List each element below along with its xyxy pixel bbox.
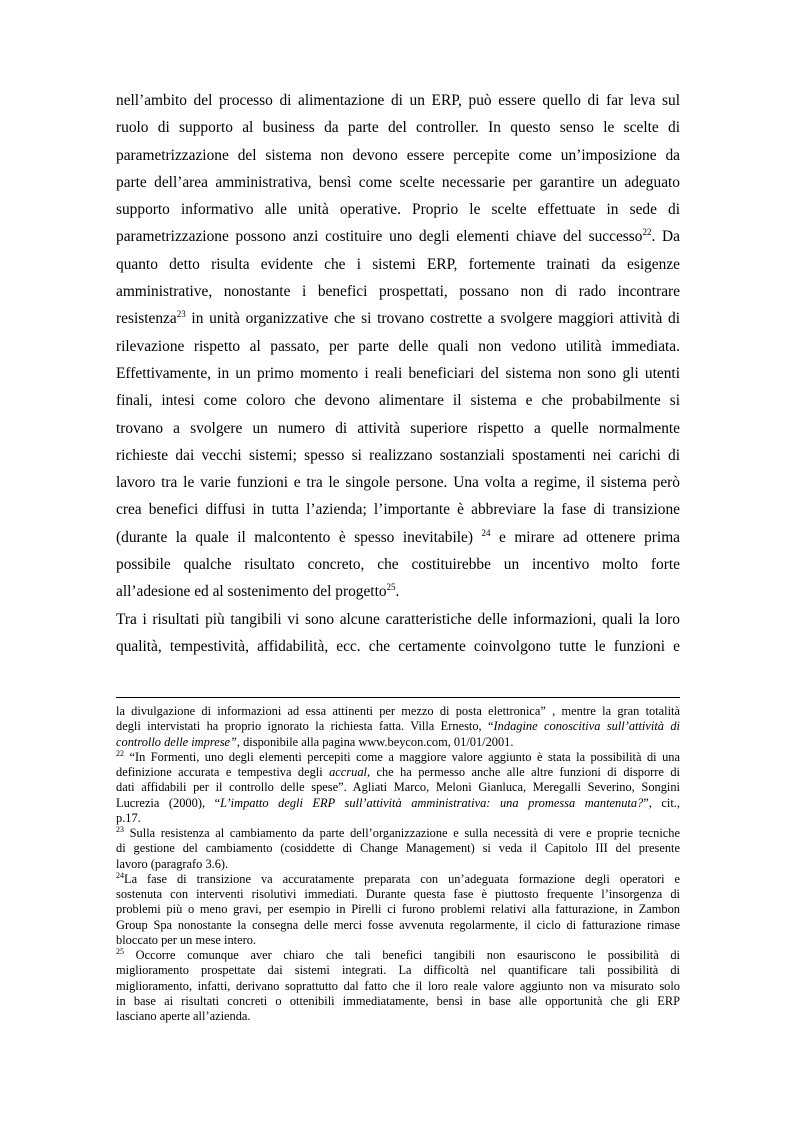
body-text <box>116 87 680 660</box>
body-line: crea benefici diffusi in tutta l’azienda; l’importante è abbreviare la fase di transizione <box>116 501 680 519</box>
footnote-text: ”, cit., <box>643 795 681 810</box>
footnote-italic: L’impatto degli ERP sull’attività amministrativa: una promessa mantenuta? <box>220 795 644 810</box>
body-line-text: all’adesione ed al sostenimento del progetto <box>116 583 387 601</box>
footnote-22 <box>116 750 680 765</box>
body-line: richieste dai vecchi sistemi; spesso si realizzano sostanziali spostamenti nei carichi di <box>116 446 680 464</box>
footnotes <box>116 704 680 1024</box>
footnote-ref-23: 23 <box>176 309 186 320</box>
body-line: Effettivamente, in un primo momento i reali beneficiari del sistema non sono gli utenti <box>116 364 680 382</box>
footnote-line: lasciano aperte all’azienda. <box>116 1009 251 1023</box>
body-line: qualità, tempestività, affidabilità, ecc. che certamente coinvolgono tutte le funzioni e <box>116 637 680 655</box>
footnote-line <box>116 796 680 811</box>
body-line: quanto detto risulta evidente che i sistemi ERP, fortemente trainati da esigenze <box>116 255 680 273</box>
footnote-italic: controllo delle imprese”, <box>116 734 241 749</box>
body-line: rilevazione rispetto al passato, per parte delle quali non vedono utilità immediata. <box>116 337 680 355</box>
footnote-number: 25 <box>116 947 124 956</box>
footnote-25 <box>116 948 680 963</box>
body-line <box>116 223 680 250</box>
footnote-text: che ha permesso anche alle altre funzioni di disporre di <box>370 765 681 779</box>
footnote-italic: Indagine conoscitiva sull’attività di <box>493 719 680 734</box>
body-line: parametrizzazione del sistema non devono essere percepite come un’imposizione da <box>116 146 680 164</box>
footnote-line: dati affidabili per il controllo delle spese”. Agliati Marco, Meloni Gianluca, Meregalli Severino, Songini <box>116 780 680 795</box>
body-line-text: . <box>395 583 400 601</box>
footnote-line <box>116 719 680 734</box>
body-line-text: in unità organizzative che si trovano costrette a svolgere maggiori attività di <box>185 310 680 328</box>
footnote-line: miglioramento, infatti, derivano soprattutto dal fatto che il loro reale valore aggiunto non va misurato solo <box>116 978 680 993</box>
footnote-line: Group Spa nonostante la consegna delle merci fosse avvenuta regolarmente, il ciclo di fatturazione rimase <box>116 917 680 932</box>
body-line: supporto informativo alle unità operative. Proprio le scelte effettuate in sede di <box>116 201 680 219</box>
footnote-line <box>116 735 680 750</box>
body-line-text: parametrizzazione possono anzi costituire uno degli elementi chiave del successo <box>116 228 643 246</box>
footnote-number: 24 <box>116 870 124 880</box>
body-line <box>116 578 680 605</box>
footnote-italic: accrual, <box>329 765 371 779</box>
footnote-text: definizione accurata e tempestiva degli <box>116 765 330 779</box>
footnote-24 <box>116 872 680 887</box>
body-line: Tra i risultati più tangibili vi sono alcune caratteristiche delle informazioni, quali la loro <box>116 610 680 628</box>
footnote-line: sostenuta con interventi risolutivi immediati. Durante questa fase è piuttosto frequente l’insorgenza di <box>116 887 680 901</box>
footnote-text: Sulla resistenza al cambiamento da parte dell’organizzazione e sulla necessità di vere e proprie tecniche <box>124 826 680 840</box>
footnote-text: disponibile alla pagina www.beycon.com, 01/01/2001. <box>240 734 514 749</box>
body-line-text: resistenza <box>116 310 177 328</box>
body-line: possibile qualche risultato concreto, che costituirebbe un incentivo molto forte <box>116 556 680 574</box>
footnote-line: in base ai risultati concreti o ottenibili immediatamente, bensì in base alle opportunità che gli ERP <box>116 993 680 1008</box>
footnote-line: lavoro (paragrafo 3.6). <box>116 856 229 871</box>
footnote-ref-24: 24 <box>481 527 491 538</box>
body-line: lavoro tra le varie funzioni e tra le singole persone. Una volta a regime, il sistema però <box>116 474 680 492</box>
footnote-number: 22 <box>116 748 124 758</box>
body-line <box>116 305 680 332</box>
body-line: nell’ambito del processo di alimentazione di un ERP, può essere quello di far leva sul <box>116 92 680 109</box>
body-line-text: (durante la quale il malcontento è spesso inevitabile) <box>116 528 473 546</box>
footnote-number: 23 <box>116 825 124 834</box>
footnote-23 <box>116 826 680 841</box>
footnote-text: La fase di transizione va accuratamente preparata con un’adeguata formazione degli operatori e <box>124 871 680 886</box>
footnote-text: degli intervistati ha proprio ignorato la richiesta fatta. Villa Ernesto, “ <box>116 719 494 734</box>
body-line: parte dell’area amministrativa, bensì come scelte necessarie per garantire un adeguato <box>116 173 680 191</box>
footnote-text: “In Formenti, uno degli elementi percepiti come a maggiore valore aggiunto è stata la possibilità di una <box>124 749 680 764</box>
footnote-ref-25: 25 <box>386 582 396 593</box>
footnote-line: la divulgazione di informazioni ad essa attinenti per mezzo di posta elettronica” , mentre la gran totalità <box>116 704 680 718</box>
footnote-line <box>116 765 680 780</box>
body-line: ruolo di supporto al business da parte del controller. In questo senso le scelte di <box>116 119 680 137</box>
footnote-text: Occorre comunque aver chiaro che tali benefici tangibili non esauriscono le possibilità di <box>124 948 680 962</box>
footnote-line: problemi più o meno gravi, per esempio in Pirelli ci furono problemi relativi alla fatturazione, in Zambon <box>116 902 680 917</box>
body-line: trovano a svolgere un numero di attività superiore rispetto a quelle normalmente <box>116 419 680 437</box>
footnote-text: Lucrezia (2000), “ <box>116 795 221 810</box>
footnote-line: bloccato per un mese intero. <box>116 932 257 947</box>
body-line: amministrative, nonostante i benefici prospettati, possano non di rado incontrare <box>116 283 680 301</box>
footnote-separator <box>116 697 680 698</box>
footnote-line: p.17. <box>116 810 141 825</box>
footnote-ref-22: 22 <box>642 227 652 238</box>
footnote-line: miglioramento prospettate dai sistemi integrati. La difficoltà nel quantificare tali possibilità di <box>116 963 680 978</box>
body-line: finali, intesi come coloro che devono alimentare il sistema e che probabilmente si <box>116 392 680 410</box>
body-line-text: e mirare ad ottenere prima <box>490 528 680 546</box>
body-line <box>116 524 680 551</box>
body-line-text: . Da <box>651 228 680 246</box>
footnote-line: di gestione del cambiamento (cosiddette di Change Management) si veda il Capitolo III del presente <box>116 841 680 856</box>
